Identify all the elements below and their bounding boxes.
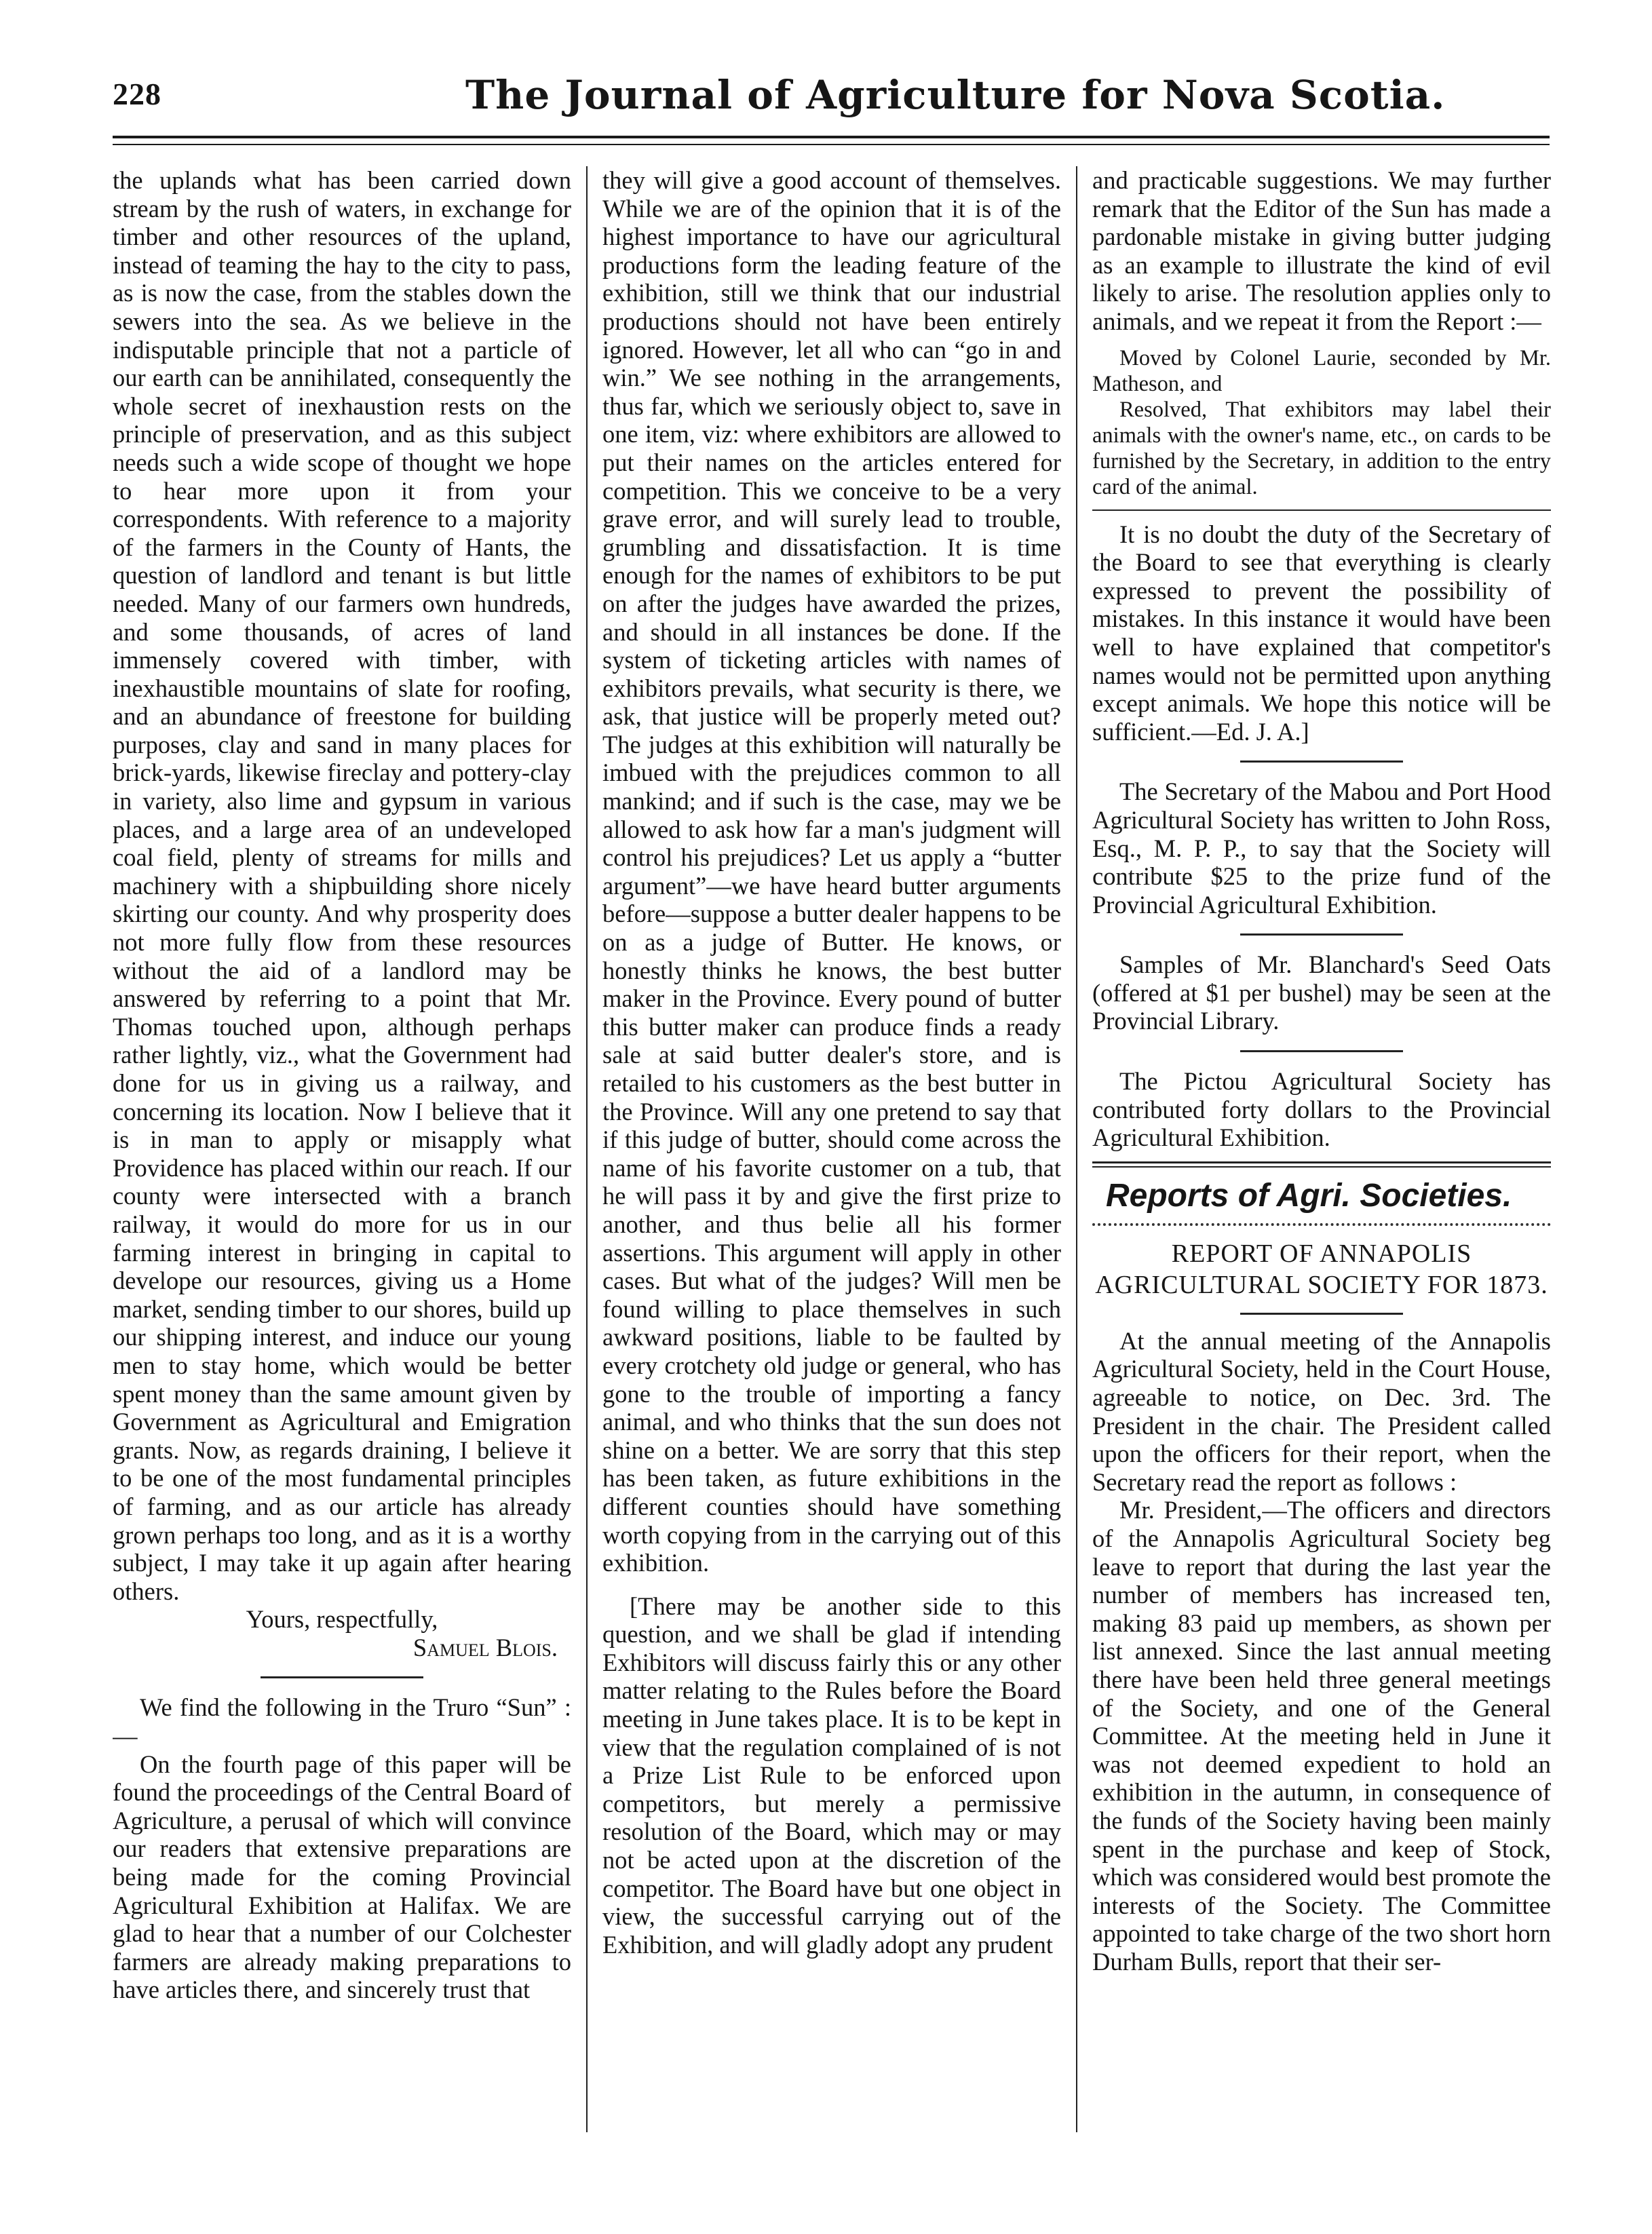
separator-rule: [261, 1676, 423, 1678]
separator-rule: [1240, 1050, 1403, 1052]
report-title: REPORT OF ANNAPOLIS AGRICULTURAL SOCIETY FOR 1873.: [1095, 1239, 1548, 1299]
editor-note-continuation: and practicable suggestions. We may further remark that the Editor of the Sun has made a pardonable mistake in giving butter judging as an example to illustrate the kind of evil likely to arise. The resolution applies only to animals, and we repeat it from the Report :—: [1092, 166, 1551, 335]
wavy-underline: [1092, 1216, 1551, 1226]
truro-sun-intro: We find the following in the Truro “Sun” :—: [113, 1693, 571, 1750]
column-3: [1092, 166, 1551, 2153]
column-divider-2: [1076, 166, 1077, 2132]
quote-continuation: they will give a good account of themselves. While we are of the opinion that it is of the highest importance to have our agricultural productions form the leading feature of the exhibition, still we think that our industrial productions should not have been entirely ignored. However, let all who can “go in and win.” We see nothing in the arrangements, thus far, which we seriously object to, save in one item, viz: where exhibitors are allowed to put their names on the articles entered for competition. This we conceive to be a very grave error, and will surely lead to trouble, grumbling and dissatisfaction. It is time enough for the names of exhibitors to be put on after the judges have awarded the prizes, and should in all instances be done. If the system of ticketing articles with names of exhibitors prevails, what security is there, we ask, that justice will be properly meted out? The judges at this exhibition will naturally be imbued with the prejudices common to all mankind; and if such is the case, may we be allowed to ask how far a man's judgment will control his prejudices? Let us apply a “butter argument”—we have heard butter arguments before—suppose a butter dealer happens to be on as a judge of Butter. He knows, or honestly thinks he knows, the best butter maker in the Province. Every pound of butter this butter maker can produce finds a ready sale at said butter dealer's store, and is retailed to his customers as the best butter in the Province. Will any one pretend to say that if this judge of butter, should come across the name of his favorite customer on a tub, that he will pass it by and give the first prize to another, and thus belie all his former assertions. This argument will apply in other cases. But what of the judges? Will men be found willing to place themselves in such awkward positions, liable to be faulted by every crotchety old judge or general, who has gone to the trouble of importing a fancy animal, and who thinks that the sun does not shine on a better. We are sorry that this step has been taken, as future exhibitions in the different counties should have something worth copying from in the carrying out of this exhibition.: [602, 166, 1061, 1577]
pictou-notice: The Pictou Agricultural Society has contributed forty dollars to the Provincial Agricultural Exhibition.: [1092, 1067, 1551, 1152]
resolution-rule: [1092, 509, 1551, 511]
letter-closing: Yours, respectfully,: [246, 1605, 438, 1634]
letter-signature: Samuel Blois.: [412, 1633, 558, 1661]
editor-note: [There may be another side to this question, and we shall be glad if intending Exhibitors will discuss fairly this or any other matter relating to the Rules before the Board meeting in June takes place. It is to be kept in view that the regulation complained of is not a Prize List Rule to be enforced upon competitors, but merely a permissive resolution of the Board, which may or may not be acted upon at the discretion of the competitor. The Board have but one object in view, the successful carrying out of the Exhibition, and will gladly adopt any prudent: [602, 1592, 1061, 1959]
section-heading: Reports of Agri. Societies.: [1106, 1177, 1512, 1214]
page-number: 228: [113, 77, 161, 111]
truro-sun-quote: On the fourth page of this paper will be found the proceedings of the Central Board of Agriculture, a perusal of which will convince our readers that extensive preparations are being made for the coming Provincial Agricultural Exhibition at Halifax. We are glad to hear that a number of our Colchester farmers are already making preparations to have articles there, and sincerely trust that: [113, 1750, 571, 2004]
separator-rule: [1240, 933, 1403, 936]
column-divider-1: [586, 166, 588, 2132]
page-header: [113, 72, 1550, 130]
report-intro: At the annual meeting of the Annapolis Agricultural Society, held in the Court House, agreeable to notice, on Dec. 3rd. The President in the chair. The President called upon the officers for their report, when the Secretary read the report as follows :: [1092, 1326, 1551, 1496]
header-rule-bottom: [113, 144, 1550, 145]
mabou-notice: The Secretary of the Mabou and Port Hood Agricultural Society has written to John Ross, Esq., M. P. P., to say that the Society will contribute $25 to the prize fund of the Provincial Agricultural Exhibition.: [1092, 777, 1551, 919]
secretary-duty-note: It is no doubt the duty of the Secretary of the Board to see that everything is clearly expressed to prevent the possibility of mistakes. In this instance it would have been well to have explained that competitor's names would not be permitted upon anything except animals. We hope this notice will be sufficient.—Ed. J. A.]: [1092, 520, 1551, 746]
header-rule-top: [113, 136, 1550, 138]
separator-rule: [1240, 1313, 1403, 1315]
letter-continuation: the uplands what has been carried down stream by the rush of waters, in exchange for timber and other resources of the upland, instead of teaming the hay to the city to pass, as is now the case, from the stables down the sewers into the sea. As we believe in the indisputable principle that not a particle of our earth can be annihilated, consequently the whole secret of inexhaustion rests on the principle of preservation, and as this subject needs such a wide scope of thought we hope to hear more upon it from your correspondents. With reference to a majority of the farmers in the County of Hants, the question of landlord and tenant is but little needed. Many of our farmers own hundreds, and some thousands, of acres of land immensely covered with timber, with inexhaustible mountains of slate for roofing, and an abundance of freestone for building purposes, clay and sand in many places for brick-yards, likewise fireclay and pottery-clay in variety, also lime and gypsum in various places, and a large area of an undeveloped coal field, plenty of streams for mills and machinery with a shipbuilding shore nicely skirting our county. And why prosperity does not more fully flow from these resources without the aid of a landlord may be answered by referring to a point that Mr. Thomas touched upon, although perhaps rather lightly, viz., what the Government had done for us in giving us a railway, and concerning its location. Now I believe that it is in man to apply or misapply what Providence has placed within our reach. If our county were intersected with a branch railway, it would do more for us in our farming interest in bringing in capital to develope our resources, giving us a Home market, sending timber to our shores, build up our shipping interest, and induce our young men to stay home, which would be better spent money than the same amount given by Government as Agricultural and Emigration grants. Now, as regards draining, I believe it to be one of the most fundamental principles of farming, and as our article has already grown perhaps too long, and as it is a worthy subject, I may take it up again after hearing others.: [113, 166, 571, 1605]
separator-rule: [1240, 760, 1403, 763]
running-title: The Journal of Agriculture for Nova Scotia.: [465, 72, 1446, 118]
section-rule: [1092, 1161, 1551, 1163]
resolution-moved: Moved by Colonel Laurie, seconded by Mr. Matheson, and: [1092, 345, 1551, 396]
resolution-text: Resolved, That exhibitors may label their animals with the owner's name, etc., on cards to be furnished by the Secretary, in addition to the entry card of the animal.: [1092, 397, 1551, 499]
column-1: [113, 166, 571, 2153]
report-body: Mr. President,—The officers and directors of the Annapolis Agricultural Society beg leave to report that during the last year the number of members has increased ten, making 83 paid up members, as shown per list annexed. Since the last annual meeting there have been held three general meetings of the Society, and one of the General Committee. At the meeting held in June it was not deemed expedient to hold an exhibition in the autumn, in consequence of the funds of the Society having been mainly spent in the purchase and keep of Stock, which was considered would best promote the interests of the Society. The Committee appointed to take charge of the two short horn Durham Bulls, report that their ser-: [1092, 1496, 1551, 1976]
column-2: [602, 166, 1061, 2153]
seed-oats-notice: Samples of Mr. Blanchard's Seed Oats (offered at $1 per bushel) may be seen at the Provincial Library.: [1092, 950, 1551, 1035]
section-rule: [1092, 1166, 1551, 1168]
